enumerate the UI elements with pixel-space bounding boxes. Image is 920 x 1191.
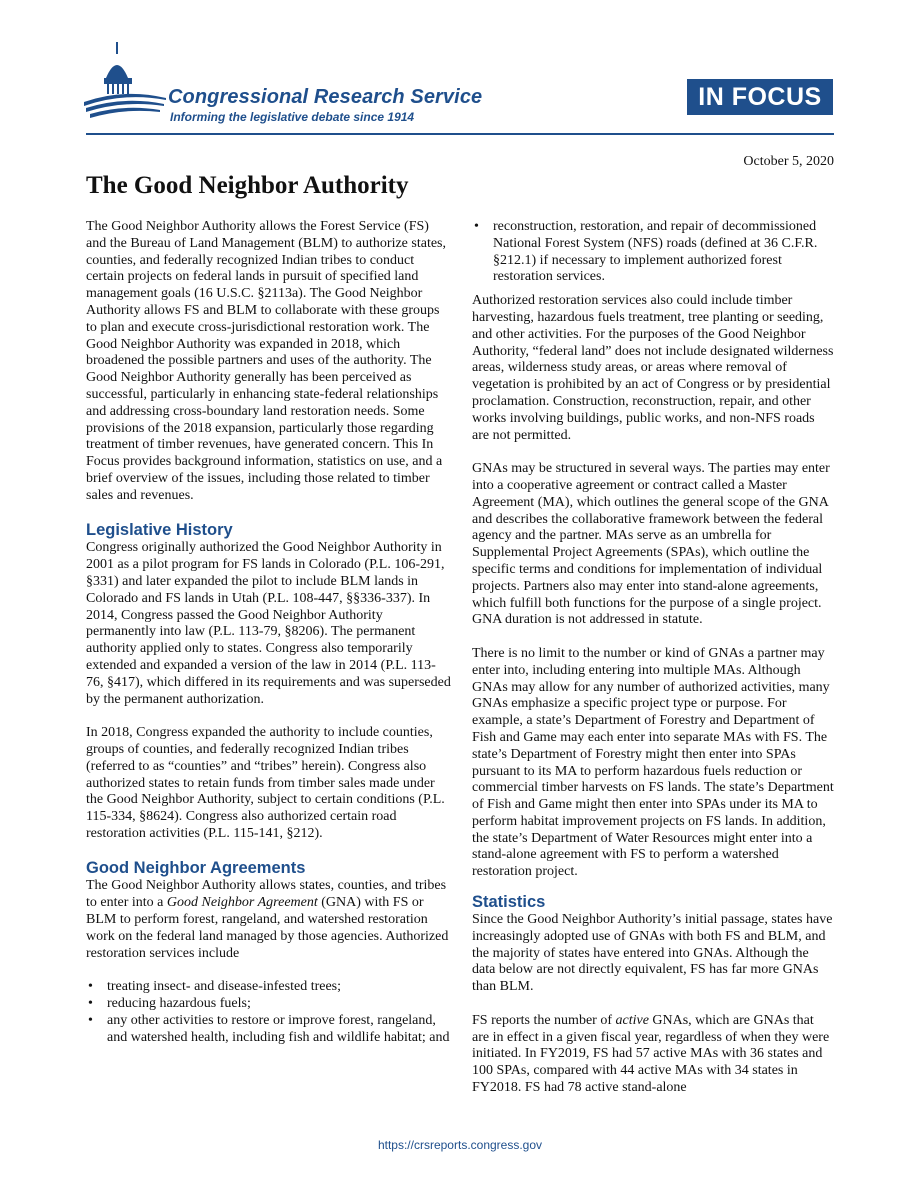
agreements-paragraph — [86, 878, 452, 962]
legislative-paragraph-1: Congress originally authorized the Good Neighbor Authority in 2001 as a pilot program for FS lands in Colorado (P.L. 106-291, §331) and later expanded the pilot to include BLM lands in Colorado and FS lands in Utah (P.L. 108-447, §§336-337). In 2014, Congress passed the Good Neighbor Authority permanently into law (P.L. 113-79, §8206). The permanent authority applied only to states. Congress also temporarily extended and expanded a version of the law in 2014 (P.L. 113-76, §417), which differed in its requirements and was superseded by the permanent authorization. — [86, 540, 451, 707]
list-item-text: reconstruction, restoration, and repair of decommissioned National Forest System (NFS) roads (defined at 36 C.F.R. §212.1) if necessary to implement authorized forest restoration services. — [493, 219, 818, 285]
org-name: Congressional Research Service — [168, 86, 483, 108]
statistics-paragraph-1: Since the Good Neighbor Authority’s initial passage, states have increasingly adopted use of GNAs with both FS and BLM, and the majority of states have entered into GNAs. Although the data below are not directly equivalent, FS has far more GNAs than BLM. — [472, 912, 833, 995]
list-item-text: any other activities to restore or improve forest, rangeland, and watershed health, including fish and wildlife habitat; and — [107, 1012, 450, 1045]
bullet-icon: • — [474, 219, 479, 234]
publication-date: October 5, 2020 — [743, 154, 834, 169]
list-item — [86, 979, 452, 996]
intro-paragraph: The Good Neighbor Authority allows the Forest Service (FS) and the Bureau of Land Management (BLM) to authorize states, counties, and federally recognized Indian tribes to conduct certain projects on federal lands in pursuit of specified land management goals (16 U.S.C. §2113a). The Good Neighbor Authority allows FS and BLM to collaborate with these groups to plan and execute cross-jurisdictional restoration work. The Good Neighbor Authority was expanded in 2018, which broadened the possible partners and uses of the authority. The Good Neighbor Authority generally has been perceived as successful, particularly in enhancing state-federal relationships and addressing cross-boundary land restoration needs. Some provisions of the 2018 expansion, particularly those regarding treatment of timber revenues, have generated concern. This In Focus provides background information, statistics on use, and a brief overview of the issues, including those related to timber sales and revenues. — [86, 219, 446, 503]
heading-legislative-history: Legislative History — [86, 521, 233, 540]
bullet-icon: • — [88, 1012, 93, 1028]
heading-good-neighbor-agreements: Good Neighbor Agreements — [86, 859, 306, 878]
list-item — [86, 996, 452, 1013]
page-header — [0, 0, 920, 140]
statistics-text: FS reports the number of — [472, 1012, 616, 1028]
right-column — [472, 219, 834, 1114]
restoration-services-list — [86, 979, 452, 1046]
list-item-text: reducing hazardous fuels; — [107, 996, 251, 1012]
bullet-icon: • — [88, 996, 93, 1012]
capitol-dome-icon — [84, 40, 168, 120]
statistics-text-cont: GNAs, which are GNAs that are in effect in a given fiscal year, regardless of when they were initiated. In FY2019, FS had 57 active MAs with 36 states and 100 SPAs, compared with 44 active MAs with 34 states in FY2018. FS had 78 active stand-alone — [472, 1012, 830, 1096]
legislative-paragraph-2: In 2018, Congress expanded the authority to include counties, groups of counties, and federally recognized Indian tribes (referred to as “counties” and “tribes” herein). Congress also authorized states to retain funds from timber sales made under the Good Neighbor Authority, subject to certain conditions (P.L. 115-334, §8624). Congress also authorized certain road restoration activities (P.L. 115-141, §212). — [86, 725, 445, 841]
agreements-text-cont: (GNA) with FS or BLM to perform forest, rangeland, and watershed restoration work on the federal land managed by those agencies. Authorized restoration services include — [86, 895, 449, 961]
header-rule — [86, 133, 834, 135]
agreements-italic-term: Good Neighbor Agreement — [166, 895, 318, 911]
bullet-icon: • — [88, 979, 93, 995]
org-tagline: Informing the legislative debate since 1914 — [170, 110, 415, 124]
services-paragraph: Authorized restoration services also could include timber harvesting, hazardous fuels treatment, tree planting or seeding, and other activities. For the purposes of the Good Neighbor Authority, “federal land” does not include designated wilderness areas, wilderness study areas, or areas where removal of vegetation is prohibited by an act of Congress or by presidential proclamation. Construction, reconstruction, repair, and other works involving buildings, public works, and non-NFS roads are not permitted. — [472, 293, 834, 443]
in-focus-badge: IN FOCUS — [687, 79, 833, 115]
statistics-paragraph-2 — [472, 1013, 834, 1097]
list-item-text: treating insect- and disease-infested trees; — [107, 979, 342, 995]
page-title: The Good Neighbor Authority — [86, 172, 409, 199]
limits-paragraph: There is no limit to the number or kind of GNAs a partner may enter into, including entering into multiple MAs. Although GNAs may allow for any number of authorized activities, many GNAs emphasize a specific project type or purpose. For example, a state’s Department of Forestry and Department of Fish and Game may each enter into separate MAs with FS. The state’s Department of Forestry might then enter into SPAs pursuant to its MA to perform hazardous fuels reduction or commercial timber harvests on FS lands. The state’s Department of Fish and Game might then enter into SPAs under its MA to perform habitat improvement projects on FS lands. In addition, the state’s Department of Water Resources might enter into a stand-alone agreement with FS to perform a watershed restoration project. — [472, 645, 834, 880]
agreements-text: The Good Neighbor Authority allows states, counties, and tribes to enter into a — [86, 878, 447, 911]
list-item — [472, 219, 834, 286]
structure-paragraph: GNAs may be structured in several ways. The parties may enter into a cooperative agreement or contract called a Master Agreement (MA), which outlines the general scope of the GNA and describes the collaborative framework between the federal agency and the partner. MAs serve as an umbrella for Supplemental Project Agreements (SPAs), which outline the specific terms and conditions for implementation of individual projects. Partners also may enter into stand-alone agreements, which fulfill both functions for the purpose of a single project. GNA duration is not addressed in statute. — [472, 461, 830, 628]
restoration-services-list-cont — [472, 219, 834, 286]
statistics-italic-term: active — [615, 1012, 649, 1028]
heading-statistics: Statistics — [472, 893, 546, 912]
footer-url-link[interactable]: https://crsreports.congress.gov — [377, 1138, 543, 1152]
list-item — [86, 1013, 452, 1047]
left-column — [86, 219, 452, 1046]
